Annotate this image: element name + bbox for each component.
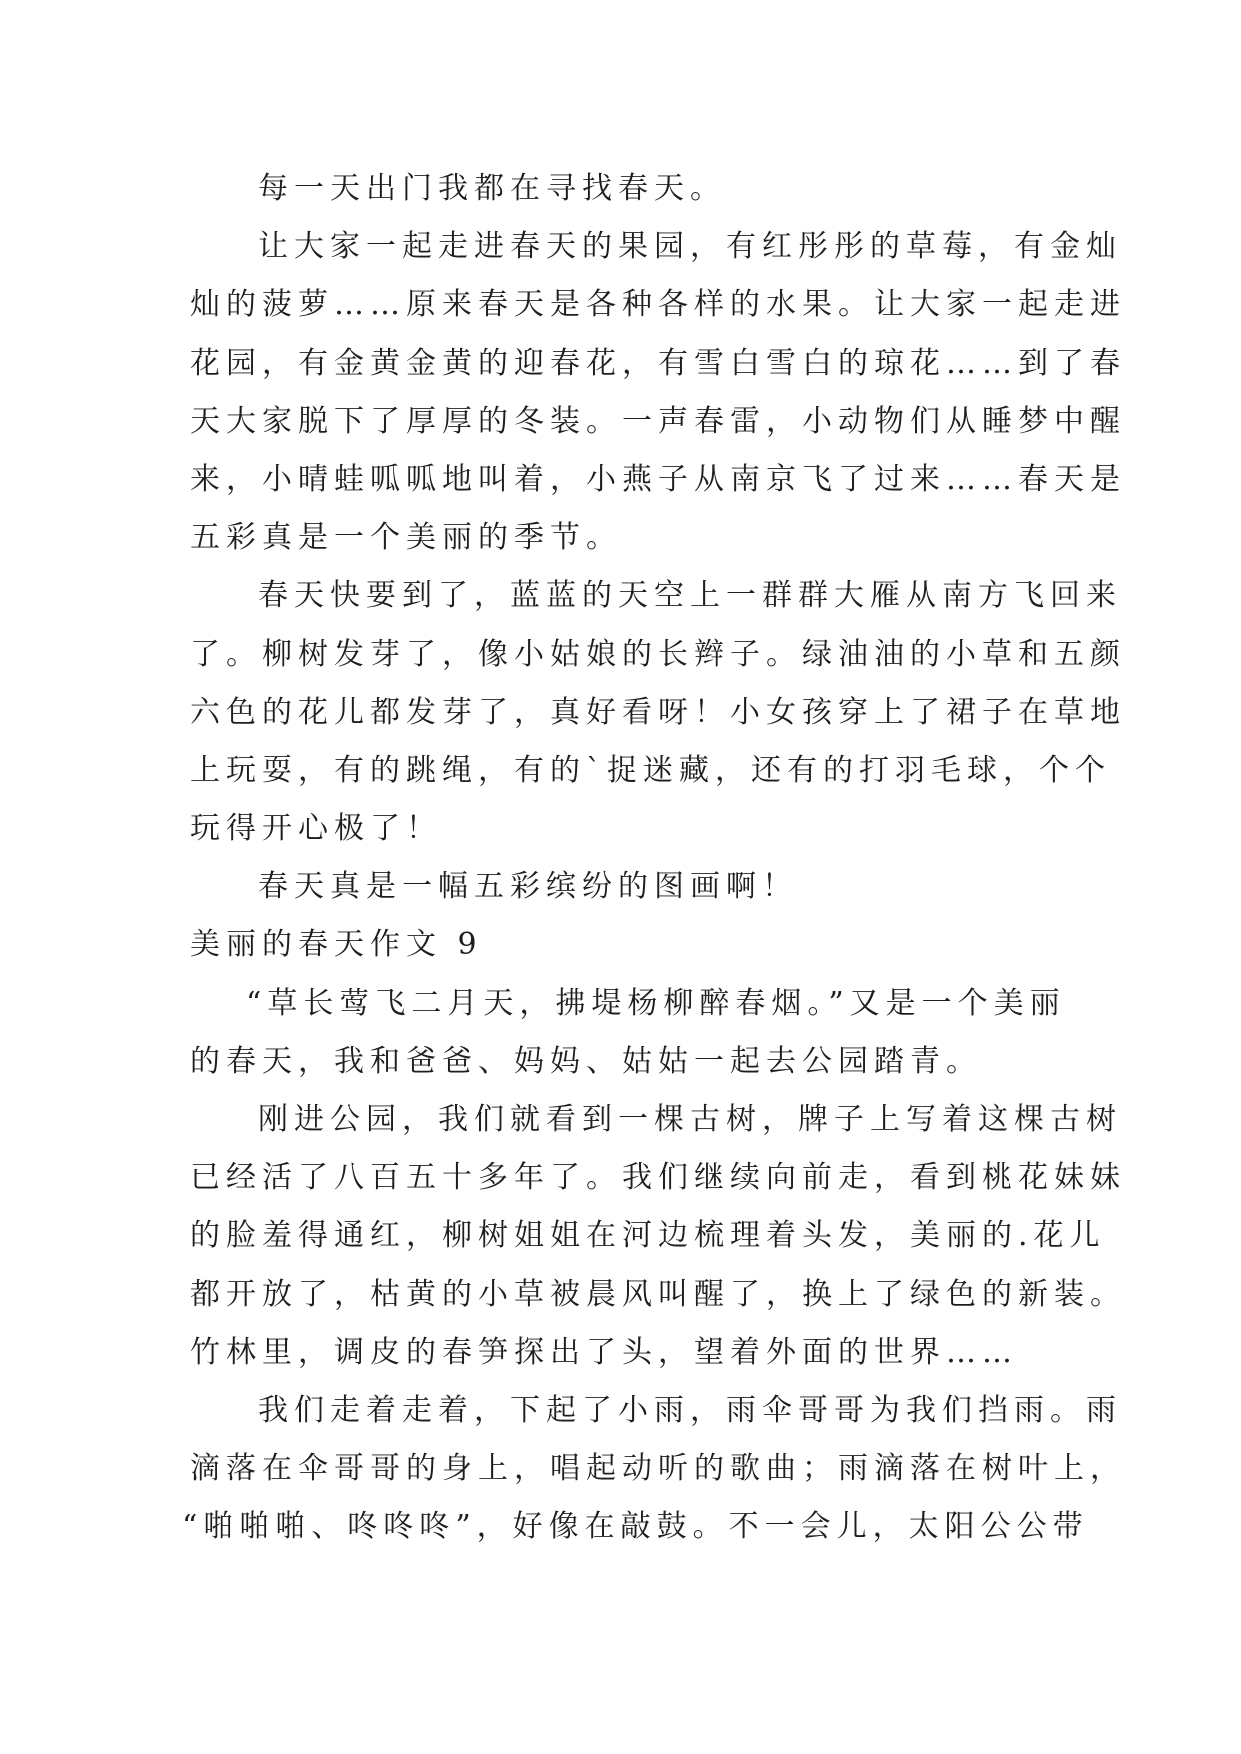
section-heading: 美丽的春天作文 9 [190,927,483,963]
paragraph-line: 春天真是一幅五彩缤纷的图画啊！ [258,869,798,905]
paragraph-line: “啪啪啪、咚咚咚”，好像在敲鼓。不一会儿，太阳公公带 [182,1509,1089,1545]
paragraph-line: 每一天出门我都在寻找春天。 [258,171,726,206]
paragraph-line: “草长莺飞二月天，拂堤杨柳醉春烟。”又是一个美丽 [246,985,1066,1021]
paragraph-line: 春天快要到了，蓝蓝的天空上一群群大雁从南方飞回来 [258,578,1122,614]
paragraph-line: 来，小晴蛙呱呱地叫着，小燕子从南京飞了过来……春天是 [190,461,1126,497]
paragraph-line: 都开放了，枯黄的小草被晨风叫醒了，换上了绿色的新装。 [190,1276,1126,1312]
paragraph-line: 了。柳树发芽了，像小姑娘的长辫子。绿油油的小草和五颜 [190,636,1126,672]
paragraph-line: 五彩真是一个美丽的季节。 [190,520,622,556]
paragraph-line: 花园，有金黄金黄的迎春花，有雪白雪白的琼花……到了春 [190,345,1126,381]
paragraph-line: 六色的花儿都发芽了，真好看呀！小女孩穿上了裙子在草地 [190,694,1126,730]
paragraph-line: 上玩耍，有的跳绳，有的`捉迷藏，还有的打羽毛球，个个 [190,752,1111,788]
paragraph-line: 滴落在伞哥哥的身上，唱起动听的歌曲；雨滴落在树叶上， [190,1451,1126,1487]
paragraph-line: 灿的菠萝……原来春天是各种各样的水果。让大家一起走进 [190,287,1126,323]
paragraph-line: 让大家一起走进春天的果园，有红彤彤的草莓，有金灿 [258,229,1122,265]
paragraph-line: 玩得开心极了！ [190,811,442,847]
paragraph-line: 天大家脱下了厚厚的冬装。一声春雷，小动物们从睡梦中醒 [190,403,1126,439]
paragraph-line: 竹林里，调皮的春笋探出了头，望着外面的世界…… [190,1334,1018,1370]
paragraph-line: 的脸羞得通红，柳树姐姐在河边梳理着头发，美丽的.花儿 [190,1218,1106,1254]
paragraph-line: 已经活了八百五十多年了。我们继续向前走，看到桃花妹妹 [190,1160,1126,1196]
paragraph-line: 刚进公园，我们就看到一棵古树，牌子上写着这棵古树 [258,1102,1122,1137]
paragraph-line: 的春天，我和爸爸、妈妈、姑姑一起去公园踏青。 [190,1043,982,1079]
essay-body [182,160,1126,1557]
paragraph-line: 我们走着走着，下起了小雨，雨伞哥哥为我们挡雨。雨 [258,1392,1122,1428]
